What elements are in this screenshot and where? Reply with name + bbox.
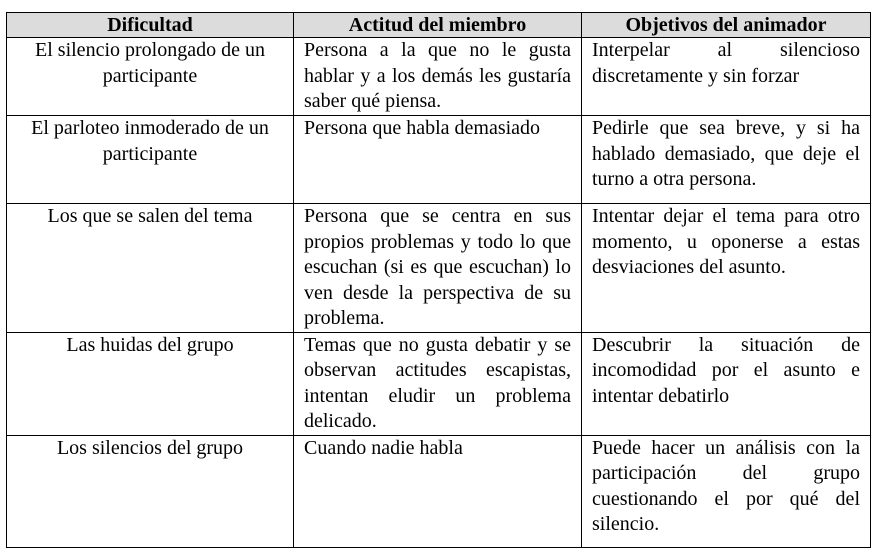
cell-objetivos: Descubrir la situación de incomodidad por el asunto e intentar debatirlo [582, 332, 871, 435]
cell-actitud: Cuando nadie habla [294, 435, 582, 547]
table-row [7, 204, 871, 333]
table-row [7, 332, 871, 435]
header-row [7, 13, 871, 38]
header-actitud-del-miembro: Actitud del miembro [294, 13, 582, 38]
cell-dificultad: El parloteo inmoderado de un participante [7, 116, 294, 204]
cell-dificultad: Las huidas del grupo [7, 332, 294, 435]
table-header [7, 13, 871, 38]
table-row [7, 38, 871, 116]
cell-objetivos: Puede hacer un análisis con la participación del grupo cuestionando el por qué del silencio. [582, 435, 871, 547]
cell-actitud: Persona que habla demasiado [294, 116, 582, 204]
table-row [7, 435, 871, 547]
table-body [7, 38, 871, 548]
difficulties-table [6, 12, 871, 548]
cell-dificultad: Los que se salen del tema [7, 204, 294, 333]
cell-objetivos: Intentar dejar el tema para otro momento, u oponerse a estas desviaciones del asunto. [582, 204, 871, 333]
cell-actitud: Temas que no gusta debatir y se observan actitudes escapistas, intentan eludir un problema delicado. [294, 332, 582, 435]
cell-objetivos: Interpelar al silencioso discretamente y sin forzar [582, 38, 871, 116]
cell-actitud: Persona a la que no le gusta hablar y a los demás les gustaría saber qué piensa. [294, 38, 582, 116]
header-objetivos-del-animador: Objetivos del animador [582, 13, 871, 38]
table-row [7, 116, 871, 204]
cell-dificultad: El silencio prolongado de un participante [7, 38, 294, 116]
header-dificultad: Dificultad [7, 13, 294, 38]
cell-objetivos: Pedirle que sea breve, y si ha hablado demasiado, que deje el turno a otra persona. [582, 116, 871, 204]
cell-dificultad: Los silencios del grupo [7, 435, 294, 547]
cell-actitud: Persona que se centra en sus propios problemas y todo lo que escuchan (si es que escuchan) lo ven desde la perspectiva de su problema. [294, 204, 582, 333]
